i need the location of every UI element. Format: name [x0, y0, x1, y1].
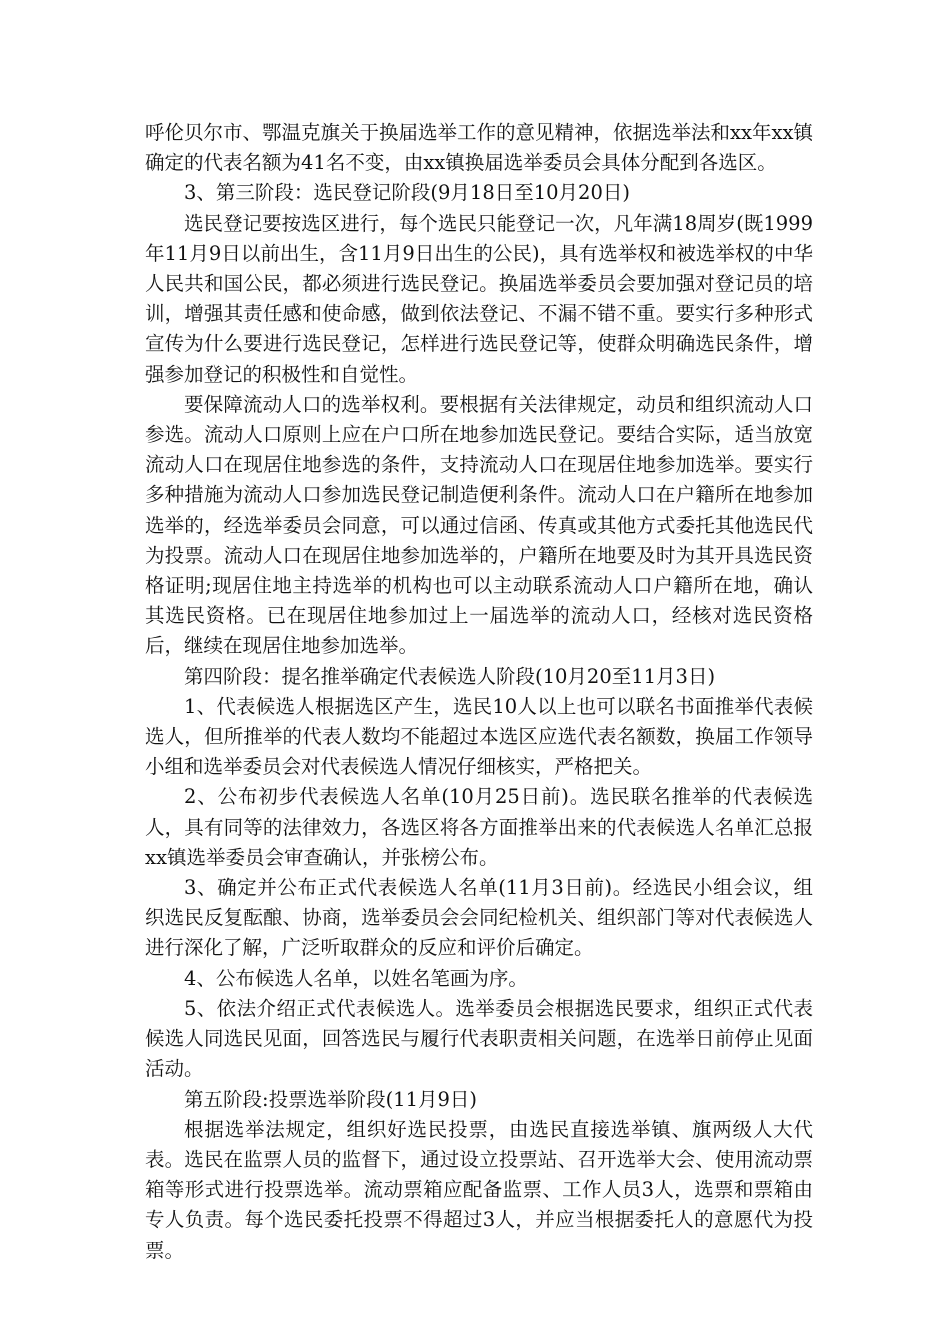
list-item-preliminary-list: 2、公布初步代表候选人名单(10月25日前)。选民联名推举的代表候选人，具有同等的法律效力，各选区将各方面推举出来的代表候选人名单汇总报xx镇选举委员会审查确认，并张榜公布。	[145, 785, 813, 869]
list-item-official-list: 3、确定并公布正式代表候选人名单(11月3日前)。经选民小组会议，组织选民反复酝酿、协商，选举委员会会同纪检机关、组织部门等对代表候选人进行深化了解，广泛听取群众的反应和评价后确定。	[145, 876, 813, 960]
heading-stage-four: 第四阶段：提名推举确定代表候选人阶段(10月20至11月3日)	[184, 664, 716, 688]
heading-stage-five: 第五阶段:投票选举阶段(11月9日)	[184, 1087, 478, 1111]
list-item-candidate-nomination: 1、代表候选人根据选区产生，选民10人以上也可以联名书面推举代表候选人，但所推举的代表人数均不能超过本选区应选代表名额数，换届工作领导小组和选举委员会对代表候选人情况仔细核实，严格把关。	[145, 694, 813, 779]
paragraph-voting: 根据选举法规定，组织好选民投票，由选民直接选举镇、旗两级人大代表。选民在监票人员的监督下，通过设立投票站、召开选举大会、使用流动票箱等形式进行投票选举。流动票箱应配备监票、工作人员3人，选票和票箱由专人负责。每个选民委托投票不得超过3人，并应当根据委托人的意愿代为投票。	[145, 1117, 813, 1262]
paragraph-floating-population: 要保障流动人口的选举权利。要根据有关法律规定，动员和组织流动人口参选。流动人口原则上应在户口所在地参加选民登记。要结合实际，适当放宽流动人口在现居住地参选的条件，支持流动人口在现居住地参加选举。要实行多种措施为流动人口参加选民登记制造便利条件。流动人口在户籍所在地参加选举的，经选举委员会同意，可以通过信函、传真或其他方式委托其他选民代为投票。流动人口在现居住地参加选举的，户籍所在地要及时为其开具选民资格证明;现居住地主持选举的机构也可以主动联系流动人口户籍所在地，确认其选民资格。已在现居住地参加过上一届选举的流动人口，经核对选民资格后，继续在现居住地参加选举。	[145, 392, 813, 658]
paragraph-intro-continuation: 呼伦贝尔市、鄂温克旗关于换届选举工作的意见精神，依据选举法和xx年xx镇确定的代表名额为41名不变，由xx镇换届选举委员会具体分配到各选区。	[145, 121, 813, 175]
list-item-publish-order: 4、公布候选人名单，以姓名笔画为序。	[184, 966, 528, 990]
paragraph-voter-registration: 选民登记要按选区进行，每个选民只能登记一次，凡年满18周岁(既1999年11月9日以前出生，含11月9日出生的公民)，具有选举权和被选举权的中华人民共和国公民，都必须进行选民登记。换届选举委员会要加强对登记员的培训，增强其责任感和使命感，做到依法登记、不漏不错不重。要实行多种形式宣传为什么要进行选民登记，怎样进行选民登记等，使群众明确选民条件，增强参加登记的积极性和自觉性。	[145, 211, 813, 386]
heading-stage-three: 3、第三阶段：选民登记阶段(9月18日至10月20日)	[184, 181, 630, 205]
list-item-introduce-candidates: 5、依法介绍正式代表候选人。选举委员会根据选民要求，组织正式代表候选人同选民见面，回答选民与履行代表职责相关问题，在选举日前停止见面活动。	[145, 996, 813, 1081]
document-body	[145, 118, 813, 1266]
